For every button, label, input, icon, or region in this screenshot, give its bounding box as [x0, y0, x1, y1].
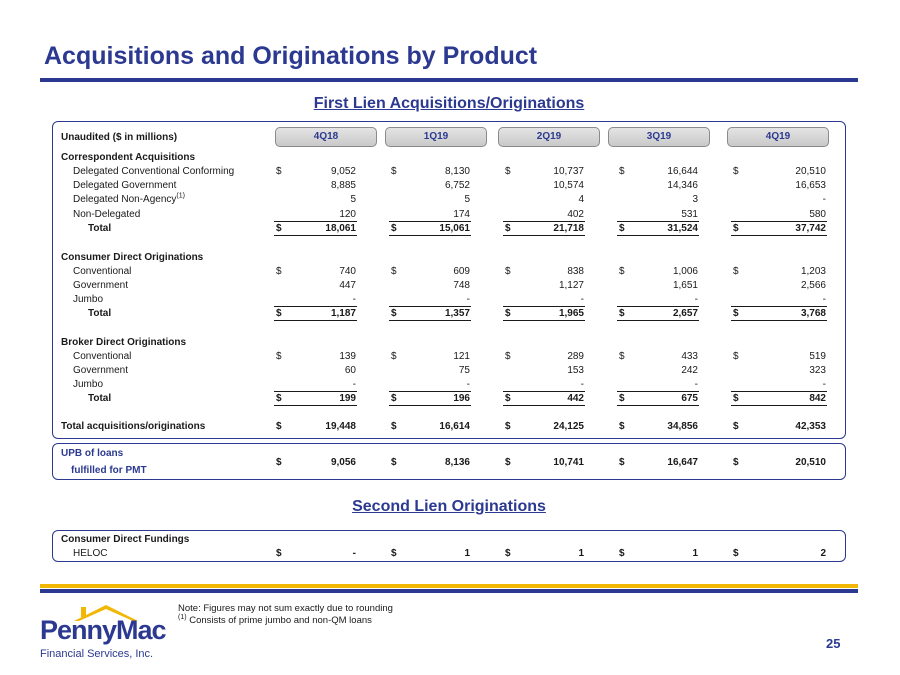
value-cell: 75 [458, 365, 470, 376]
value-cell: 153 [567, 365, 584, 376]
quarter-header-3q19: 3Q19 [608, 127, 710, 147]
dollar-sign: $ [276, 421, 282, 432]
dollar-sign: $ [619, 223, 625, 234]
total-cell: 21,718 [553, 223, 584, 234]
value-cell: 9,052 [330, 166, 356, 177]
dollar-sign: $ [505, 548, 511, 559]
dollar-sign: $ [276, 393, 282, 404]
grand-total-cell: 34,856 [667, 421, 698, 432]
value-cell: 447 [339, 280, 356, 291]
row-label-text: Non-Delegated [73, 209, 141, 220]
dollar-sign: $ [733, 351, 739, 362]
subtotal-underline [274, 391, 357, 392]
dollar-sign: $ [391, 457, 397, 468]
dollar-sign: $ [391, 308, 397, 319]
correspondent-row-label [73, 180, 176, 192]
row-label-text: Conventional [73, 266, 132, 277]
first-lien-title: First Lien Acquisitions/Originations [313, 95, 585, 112]
total-cell: 15,061 [439, 223, 470, 234]
row-label-text: Delegated Government [73, 180, 177, 191]
subtotal-underline [731, 405, 827, 406]
subtotal-underline [617, 391, 699, 392]
footnote-text: Consists of prime jumbo and non-QM loans [186, 615, 372, 626]
dollar-sign: $ [733, 457, 739, 468]
dollar-sign: $ [276, 457, 282, 468]
broker-row-label [73, 365, 128, 377]
quarter-header-2q19: 2Q19 [498, 127, 600, 147]
grand-total-cell: 24,125 [553, 421, 584, 432]
value-cell: 4 [578, 194, 584, 205]
subtotal-underline [731, 391, 827, 392]
subtotal-underline [274, 320, 357, 321]
footnote-marker: (1) [178, 613, 187, 621]
row-label-text: Government [73, 365, 129, 376]
value-cell: - [466, 379, 470, 390]
value-cell: 433 [681, 351, 698, 362]
value-cell: 120 [339, 209, 356, 220]
value-cell: 16,653 [795, 180, 826, 191]
header-label: Unaudited ($ in millions) [61, 132, 178, 143]
value-cell: - [822, 194, 826, 205]
dollar-sign: $ [276, 266, 282, 277]
total-cell: 31,524 [667, 223, 698, 234]
note-footnote [178, 615, 372, 626]
value-cell: - [580, 294, 584, 305]
dollar-sign: $ [505, 223, 511, 234]
dollar-sign: $ [619, 548, 625, 559]
value-cell: 838 [567, 266, 584, 277]
total-cell: 442 [567, 393, 584, 404]
subtotal-underline [274, 221, 357, 222]
consumer-total-label: Total [88, 308, 112, 319]
dollar-sign: $ [505, 421, 511, 432]
subtotal-underline [503, 320, 585, 321]
subtotal-underline [503, 306, 585, 307]
value-cell: 1,127 [558, 280, 584, 291]
dollar-sign: $ [391, 166, 397, 177]
value-cell: 8,130 [444, 166, 470, 177]
dollar-sign: $ [391, 266, 397, 277]
value-cell: 531 [681, 209, 698, 220]
dollar-sign: $ [391, 421, 397, 432]
consumer-row-label [73, 294, 103, 306]
grand-total-cell: 16,614 [439, 421, 470, 432]
value-cell: - [352, 294, 356, 305]
dollar-sign: $ [733, 266, 739, 277]
value-cell: 740 [339, 266, 356, 277]
subtotal-underline [503, 405, 585, 406]
page-title: Acquisitions and Originations by Product [44, 42, 538, 70]
total-cell: 2,657 [672, 308, 698, 319]
row-label-text: Jumbo [73, 294, 104, 305]
dollar-sign: $ [733, 308, 739, 319]
dollar-sign: $ [276, 548, 282, 559]
value-cell: 121 [453, 351, 470, 362]
value-cell: 6,752 [444, 180, 470, 191]
subtotal-underline [389, 306, 471, 307]
value-cell: 580 [809, 209, 826, 220]
dollar-sign: $ [391, 548, 397, 559]
value-cell: 60 [344, 365, 356, 376]
heloc-label: HELOC [73, 548, 108, 559]
dollar-sign: $ [619, 421, 625, 432]
dollar-sign: $ [391, 393, 397, 404]
dollar-sign: $ [391, 223, 397, 234]
page-number: 25 [826, 636, 841, 651]
value-cell: 14,346 [667, 180, 698, 191]
value-cell: 10,737 [553, 166, 584, 177]
broker-total-label: Total [88, 393, 112, 404]
subtotal-underline [617, 221, 699, 222]
value-cell: 609 [453, 266, 470, 277]
value-cell: 16,644 [667, 166, 698, 177]
value-cell: 20,510 [795, 166, 826, 177]
dollar-sign: $ [505, 393, 511, 404]
total-cell: 842 [809, 393, 826, 404]
value-cell: - [580, 379, 584, 390]
value-cell: 5 [350, 194, 356, 205]
quarter-header-4q19: 4Q19 [727, 127, 829, 147]
total-cell: 196 [453, 393, 470, 404]
dollar-sign: $ [505, 457, 511, 468]
dollar-sign: $ [619, 393, 625, 404]
dollar-sign: $ [619, 351, 625, 362]
dollar-sign: $ [276, 308, 282, 319]
footer-rule-gold [40, 584, 858, 588]
value-cell: 519 [809, 351, 826, 362]
footnote-marker: (1) [176, 192, 185, 200]
heloc-cell: 1 [464, 548, 470, 559]
subtotal-underline [731, 221, 827, 222]
grand-total-label: Total acquisitions/originations [61, 421, 206, 432]
value-cell: 748 [453, 280, 470, 291]
dollar-sign: $ [391, 351, 397, 362]
correspondent-row-label [73, 209, 140, 221]
dollar-sign: $ [505, 266, 511, 277]
subtotal-underline [389, 221, 471, 222]
logo-wordmark: PennyMac [40, 615, 166, 645]
value-cell: 5 [464, 194, 470, 205]
subtotal-underline [274, 405, 357, 406]
value-cell: 289 [567, 351, 584, 362]
value-cell: - [694, 379, 698, 390]
dollar-sign: $ [733, 223, 739, 234]
subtotal-underline [617, 320, 699, 321]
upb-cell: 10,741 [553, 457, 584, 468]
subtotal-underline [731, 235, 827, 236]
dollar-sign: $ [733, 393, 739, 404]
value-cell: - [822, 379, 826, 390]
footer-rule-blue [40, 589, 858, 593]
row-label-text: Delegated Non-Agency [73, 194, 177, 205]
dollar-sign: $ [619, 457, 625, 468]
subtotal-underline [503, 235, 585, 236]
row-label-text: Conventional [73, 351, 132, 362]
value-cell: 402 [567, 209, 584, 220]
dollar-sign: $ [276, 166, 282, 177]
subtotal-underline [731, 320, 827, 321]
consumer-row-label [73, 266, 131, 278]
total-cell: 1,187 [330, 308, 356, 319]
heloc-header: Consumer Direct Fundings [61, 534, 190, 545]
subtotal-underline [274, 306, 357, 307]
row-label-text: Jumbo [73, 379, 104, 390]
heloc-cell: 1 [578, 548, 584, 559]
value-cell: 174 [453, 209, 470, 220]
value-cell: 2,566 [800, 280, 826, 291]
total-cell: 199 [339, 393, 356, 404]
consumer-row-label [73, 280, 128, 292]
value-cell: 139 [339, 351, 356, 362]
dollar-sign: $ [619, 166, 625, 177]
broker-header: Broker Direct Originations [61, 337, 187, 348]
note-rounding: Note: Figures may not sum exactly due to rounding [178, 603, 393, 614]
correspondent-total-label: Total [88, 223, 112, 234]
subtotal-underline [503, 221, 585, 222]
subtotal-underline [389, 405, 471, 406]
subtotal-underline [389, 391, 471, 392]
upb-label-line1: UPB of loans [61, 448, 124, 459]
heloc-cell: 2 [820, 548, 826, 559]
dollar-sign: $ [733, 166, 739, 177]
value-cell: 8,885 [330, 180, 356, 191]
value-cell: - [466, 294, 470, 305]
second-lien-title: Second Lien Originations [352, 498, 546, 515]
quarter-header-1q19: 1Q19 [385, 127, 487, 147]
dollar-sign: $ [733, 421, 739, 432]
upb-label-line2: fulfilled for PMT [71, 465, 147, 476]
value-cell: - [352, 379, 356, 390]
heloc-cell: 1 [692, 548, 698, 559]
dollar-sign: $ [505, 166, 511, 177]
upb-cell: 8,136 [444, 457, 470, 468]
total-cell: 3,768 [800, 308, 826, 319]
dollar-sign: $ [276, 351, 282, 362]
upb-cell: 20,510 [795, 457, 826, 468]
subtotal-underline [617, 405, 699, 406]
heloc-cell: - [352, 548, 356, 559]
value-cell: 323 [809, 365, 826, 376]
value-cell: 3 [692, 194, 698, 205]
title-rule [40, 78, 858, 82]
value-cell: 1,203 [800, 266, 826, 277]
subtotal-underline [731, 306, 827, 307]
company-logo [38, 603, 178, 665]
dollar-sign: $ [733, 548, 739, 559]
subtotal-underline [617, 306, 699, 307]
grand-total-cell: 19,448 [325, 421, 356, 432]
dollar-sign: $ [619, 308, 625, 319]
value-cell: 10,574 [553, 180, 584, 191]
row-label-text: Government [73, 280, 129, 291]
value-cell: - [822, 294, 826, 305]
logo-subtitle: Financial Services, Inc. [40, 648, 154, 660]
upb-cell: 9,056 [330, 457, 356, 468]
correspondent-row-label [73, 194, 185, 206]
value-cell: 1,006 [672, 266, 698, 277]
subtotal-underline [617, 235, 699, 236]
total-cell: 18,061 [325, 223, 356, 234]
subtotal-underline [274, 235, 357, 236]
dollar-sign: $ [276, 223, 282, 234]
broker-row-label [73, 351, 131, 363]
total-cell: 1,357 [444, 308, 470, 319]
value-cell: - [694, 294, 698, 305]
value-cell: 242 [681, 365, 698, 376]
value-cell: 1,651 [672, 280, 698, 291]
consumer-header: Consumer Direct Originations [61, 252, 204, 263]
dollar-sign: $ [505, 351, 511, 362]
upb-cell: 16,647 [667, 457, 698, 468]
grand-total-cell: 42,353 [795, 421, 826, 432]
quarter-header-4q18: 4Q18 [275, 127, 377, 147]
subtotal-underline [389, 235, 471, 236]
subtotal-underline [503, 391, 585, 392]
correspondent-header: Correspondent Acquisitions [61, 152, 196, 163]
dollar-sign: $ [619, 266, 625, 277]
dollar-sign: $ [505, 308, 511, 319]
row-label-text: Delegated Conventional Conforming [73, 166, 235, 177]
broker-row-label [73, 379, 103, 391]
total-cell: 1,965 [558, 308, 584, 319]
total-cell: 37,742 [795, 223, 826, 234]
correspondent-row-label [73, 166, 234, 178]
total-cell: 675 [681, 393, 698, 404]
subtotal-underline [389, 320, 471, 321]
